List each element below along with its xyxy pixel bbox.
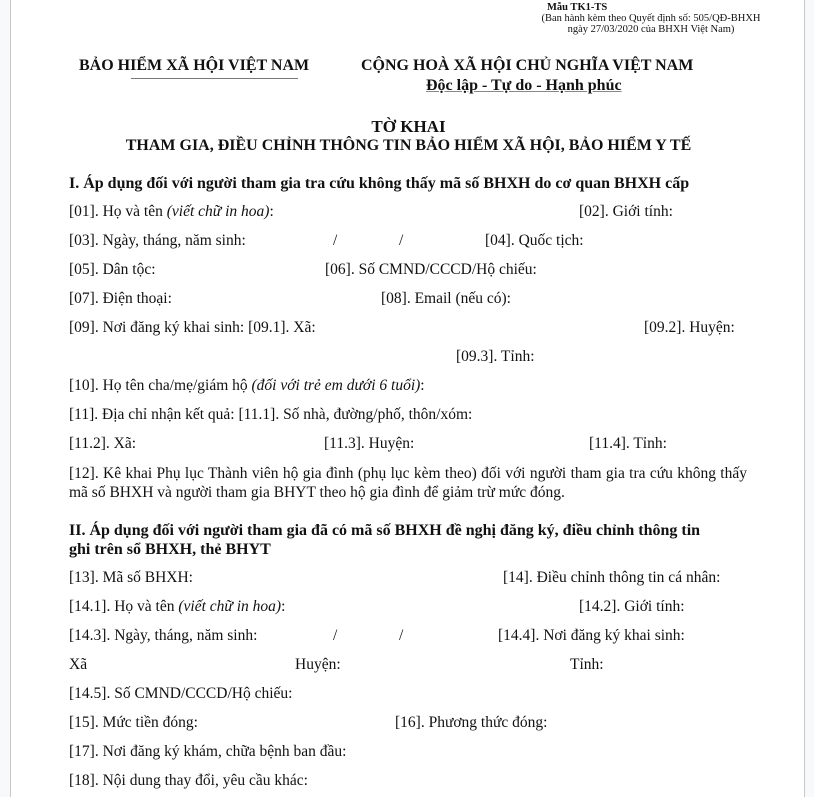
- field-11-2-commune[interactable]: [11.2]. Xã:: [69, 435, 137, 452]
- date-separator-3: /: [333, 627, 338, 644]
- field-02-gender[interactable]: [02]. Giới tính:: [579, 203, 673, 220]
- field-14-1-label: [14.1]. Họ và tên: [69, 598, 179, 615]
- field-01-full-name[interactable]: [69, 203, 274, 221]
- field-14-4-province[interactable]: Tỉnh:: [570, 656, 604, 673]
- date-separator-1: /: [333, 232, 338, 249]
- field-12-household-appendix: [12]. Kê khai Phụ lục Thành viên hộ gia đình (phụ lục kèm theo) đối với người tham gia tra cứu không thấy mã số BHXH và người tham gia BHYT theo hộ gia đình để giảm trừ mức đóng.: [69, 465, 747, 501]
- field-01-label: [01]. Họ và tên: [69, 203, 167, 220]
- section-1-heading: I. Áp dụng đối với người tham gia tra cứu không thấy mã số BHXH do cơ quan BHXH cấp: [69, 175, 690, 192]
- field-01-note: (viết chữ in hoa): [166, 203, 270, 220]
- field-11-result-address[interactable]: [11]. Địa chỉ nhận kết quả: [11.1]. Số nhà, đường/phố, thôn/xóm:: [69, 406, 473, 423]
- field-09-2-district[interactable]: [09.2]. Huyện:: [644, 319, 735, 336]
- field-13-social-insurance-number[interactable]: [13]. Mã số BHXH:: [69, 569, 193, 586]
- field-11-4-province[interactable]: [11.4]. Tỉnh:: [589, 435, 667, 452]
- field-14-4-district[interactable]: Huyện:: [295, 656, 341, 673]
- field-07-phone[interactable]: [07]. Điện thoại:: [69, 290, 172, 307]
- field-14-1-note: (viết chữ in hoa): [178, 598, 282, 615]
- field-14-5-id-number[interactable]: [14.5]. Số CMND/CCCD/Hộ chiếu:: [69, 685, 293, 702]
- field-04-nationality[interactable]: [04]. Quốc tịch:: [485, 232, 584, 249]
- field-05-ethnicity[interactable]: [05]. Dân tộc:: [69, 261, 156, 278]
- field-14-3-birth-date[interactable]: [14.3]. Ngày, tháng, năm sinh:: [69, 627, 258, 644]
- document-page: [10, 0, 805, 797]
- decree-reference: [491, 13, 811, 35]
- field-03-birth-date[interactable]: [03]. Ngày, tháng, năm sinh:: [69, 232, 246, 249]
- field-10-colon: :: [420, 377, 425, 394]
- field-14-4-commune[interactable]: Xã: [69, 656, 88, 673]
- field-14-adjust-personal-info[interactable]: [14]. Điều chỉnh thông tin cá nhân:: [503, 569, 721, 586]
- form-subtitle: THAM GIA, ĐIỀU CHỈNH THÔNG TIN BẢO HIỂM XÃ HỘI, BẢO HIỂM Y TẾ: [125, 137, 692, 154]
- field-08-email[interactable]: [08]. Email (nếu có):: [381, 290, 511, 307]
- section-2-heading-line-2: ghi trên sổ BHXH, thẻ BHYT: [69, 541, 271, 558]
- field-10-guardian[interactable]: [69, 377, 425, 395]
- field-16-payment-method[interactable]: [16]. Phương thức đóng:: [395, 714, 548, 731]
- field-14-4-birth-registration[interactable]: [14.4]. Nơi đăng ký khai sinh:: [498, 627, 685, 644]
- field-14-1-colon: :: [281, 598, 286, 615]
- organization-name: BẢO HIỂM XÃ HỘI VIỆT NAM: [79, 57, 310, 74]
- field-11-3-district[interactable]: [11.3]. Huyện:: [324, 435, 415, 452]
- field-01-colon: :: [269, 203, 274, 220]
- form-title: TỜ KHAI: [371, 117, 446, 136]
- field-18-other-changes[interactable]: [18]. Nội dung thay đổi, yêu cầu khác:: [69, 772, 308, 789]
- decree-line-2: ngày 27/03/2020 của BHXH Việt Nam): [567, 24, 735, 35]
- field-15-contribution-amount[interactable]: [15]. Mức tiền đóng:: [69, 714, 198, 731]
- field-09-3-province[interactable]: [09.3]. Tỉnh:: [456, 348, 535, 365]
- organization-underline: [131, 78, 298, 79]
- nation-name: CỘNG HOÀ XÃ HỘI CHỦ NGHĨA VIỆT NAM: [361, 57, 694, 74]
- field-14-1-full-name[interactable]: [69, 598, 285, 616]
- form-code: Mẫu TK1-TS: [547, 2, 608, 13]
- field-10-note: (đối với trẻ em dưới 6 tuổi): [251, 377, 421, 394]
- field-09-birth-commune[interactable]: [09]. Nơi đăng ký khai sinh: [09.1]. Xã:: [69, 319, 316, 336]
- field-17-initial-healthcare-facility[interactable]: [17]. Nơi đăng ký khám, chữa bệnh ban đầu:: [69, 743, 347, 760]
- date-separator-2: /: [399, 232, 404, 249]
- national-motto: Độc lập - Tự do - Hạnh phúc: [426, 77, 622, 94]
- field-14-2-gender[interactable]: [14.2]. Giới tính:: [579, 598, 685, 615]
- date-separator-4: /: [399, 627, 404, 644]
- section-2-heading-line-1: II. Áp dụng đối với người tham gia đã có mã số BHXH đề nghị đăng ký, điều chỉnh thông tin: [69, 522, 701, 539]
- field-06-id-number[interactable]: [06]. Số CMND/CCCD/Hộ chiếu:: [325, 261, 537, 278]
- decree-line-1: (Ban hành kèm theo Quyết định số: 505/QĐ-BHXH: [541, 13, 761, 24]
- field-10-label: [10]. Họ tên cha/mẹ/giám hộ: [69, 377, 252, 394]
